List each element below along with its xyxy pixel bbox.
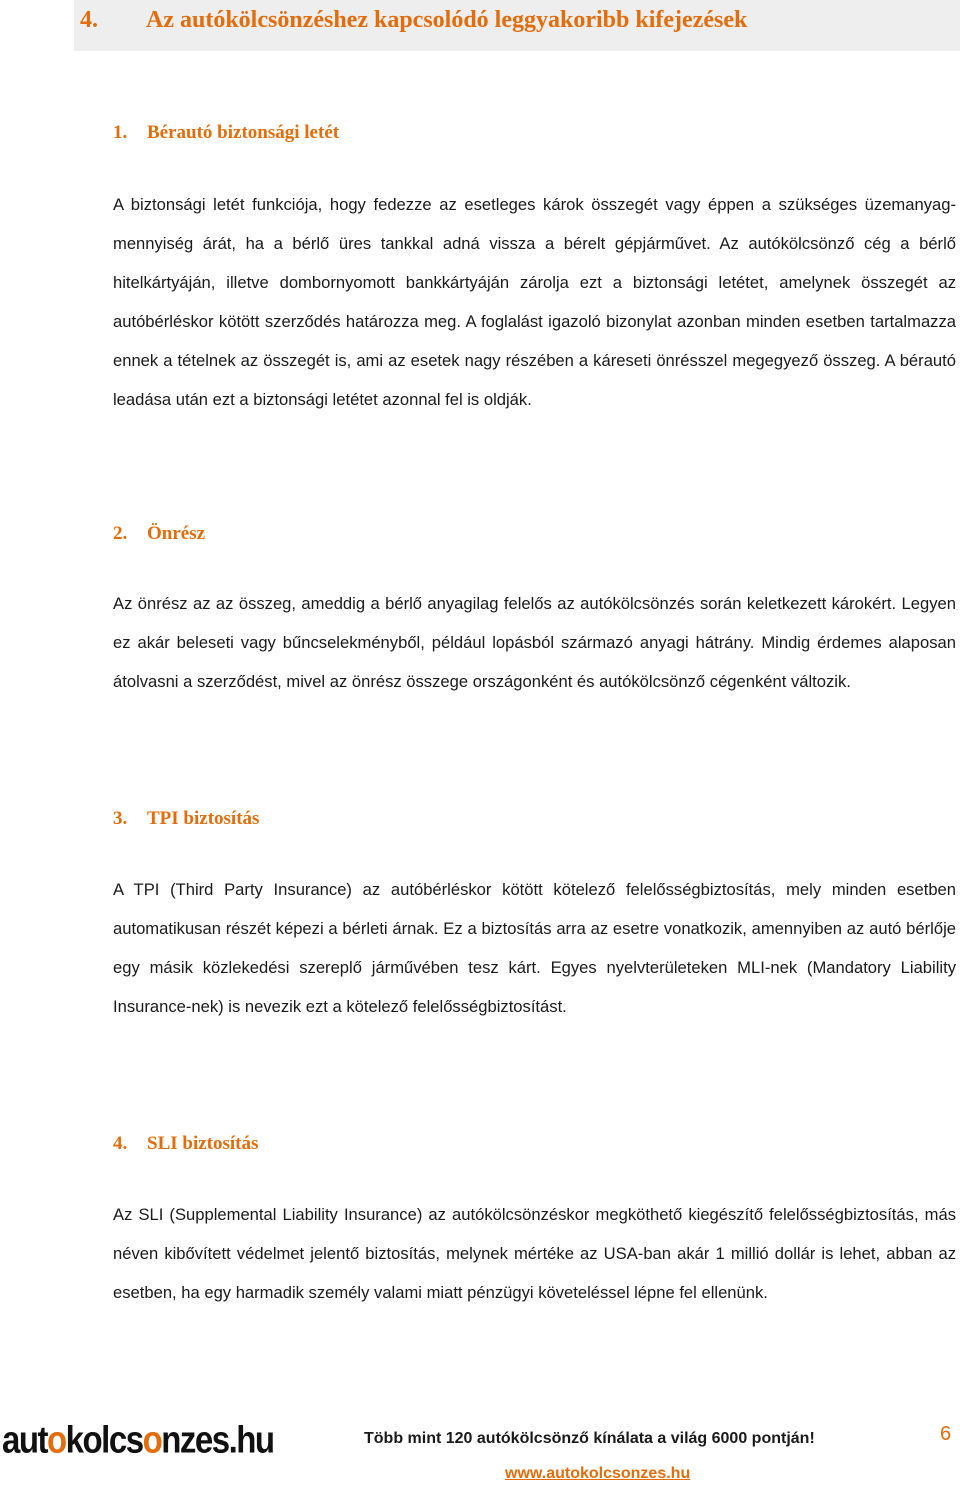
logo-highlight-1: o — [47, 1418, 66, 1461]
logo-text-1: aut — [2, 1418, 47, 1461]
section-body-3: A TPI (Third Party Insurance) az autóbérléskor kötött kötelező felelősségbiztosítás, mely minden esetben automatikusan részét képezi a bérleti árnak. Ez a biztosítás arra az esetre vonatkozik, amennyiben az autó bérlője egy másik közlekedési szereplő járművében tesz kárt. Egyes nyelvterületeken MLI-nek (Mandatory Liability Insurance-nek) is nevezik ezt a kötelező felelősségbiztosítást. — [113, 880, 956, 1016]
logo-highlight-2: o — [142, 1418, 162, 1461]
section-number: 2. — [113, 523, 128, 544]
section-number: 4. — [113, 1133, 128, 1154]
section-heading-2 — [113, 523, 205, 545]
section-heading-1 — [113, 122, 339, 144]
section-heading-4 — [113, 1133, 258, 1155]
footer-tagline: Több mint 120 autókölcsönző kínálata a világ 6000 pontján! — [364, 1430, 815, 1447]
section-title-text: TPI biztosítás — [147, 808, 260, 829]
chapter-title — [80, 7, 747, 34]
footer-website-link[interactable]: www.autokolcsonzes.hu — [505, 1465, 691, 1482]
chapter-number: 4. — [80, 7, 98, 33]
section-body-2: Az önrész az az összeg, ameddig a bérlő anyagilag felelős az autókölcsönzés során keletkezett károkért. Legyen ez akár beleseti vagy bűncselekményből, például lopásból származó anyagi hátrány. Mindig érdemes alaposan átolvasni a szerződést, mivel az önrész összege országonként és autókölcsönző cégenként változik. — [113, 594, 956, 691]
page-number: 6 — [940, 1423, 952, 1445]
section-title-text: Bérautó biztonsági letét — [147, 122, 340, 143]
section-number: 1. — [113, 122, 128, 143]
chapter-title-text: Az autókölcsönzéshez kapcsolódó leggyakoribb kifejezések — [146, 7, 748, 33]
logo-text-3: nzes.hu — [161, 1418, 274, 1461]
section-body-1: A biztonsági letét funkciója, hogy fedezze az esetleges károk összegét vagy éppen a szükséges üzemanyag-mennyiség árát, ha a bérlő üres tankkal adná vissza a bérelt gépjárművet. Az autókölcsönző cég a bérlő hitelkártyáján, illetve dombornyomott bankkártyáján zárolja ezt a biztonsági letétet, amelynek összegét az autóbérléskor kötött szerződés határozza meg. A foglalást igazoló bizonylat azonban minden esetben tartalmazza ennek a tételnek az összegét is, ami az esetek nagy részében a káreseti önrésszel megegyező összeg. A bérautó leadása után ezt a biztonsági letétet azonnal fel is oldják. — [113, 195, 956, 409]
section-title-text: SLI biztosítás — [147, 1133, 259, 1154]
autokolcsonzes-logo — [2, 1414, 274, 1467]
logo-text-2: kolcs — [65, 1418, 143, 1461]
section-title-text: Önrész — [147, 523, 206, 544]
section-number: 3. — [113, 808, 128, 829]
section-body-4: Az SLI (Supplemental Liability Insurance) az autókölcsönzéskor megköthető kiegészítő felelősségbiztosítás, más néven kibővített védelmet jelentő biztosítás, melynek mértéke az USA-ban akár 1 millió dollár is lehet, abban az esetben, ha egy harmadik személy valami miatt pénzügyi követeléssel lépne fel ellenünk. — [113, 1205, 956, 1302]
section-heading-3 — [113, 808, 259, 830]
